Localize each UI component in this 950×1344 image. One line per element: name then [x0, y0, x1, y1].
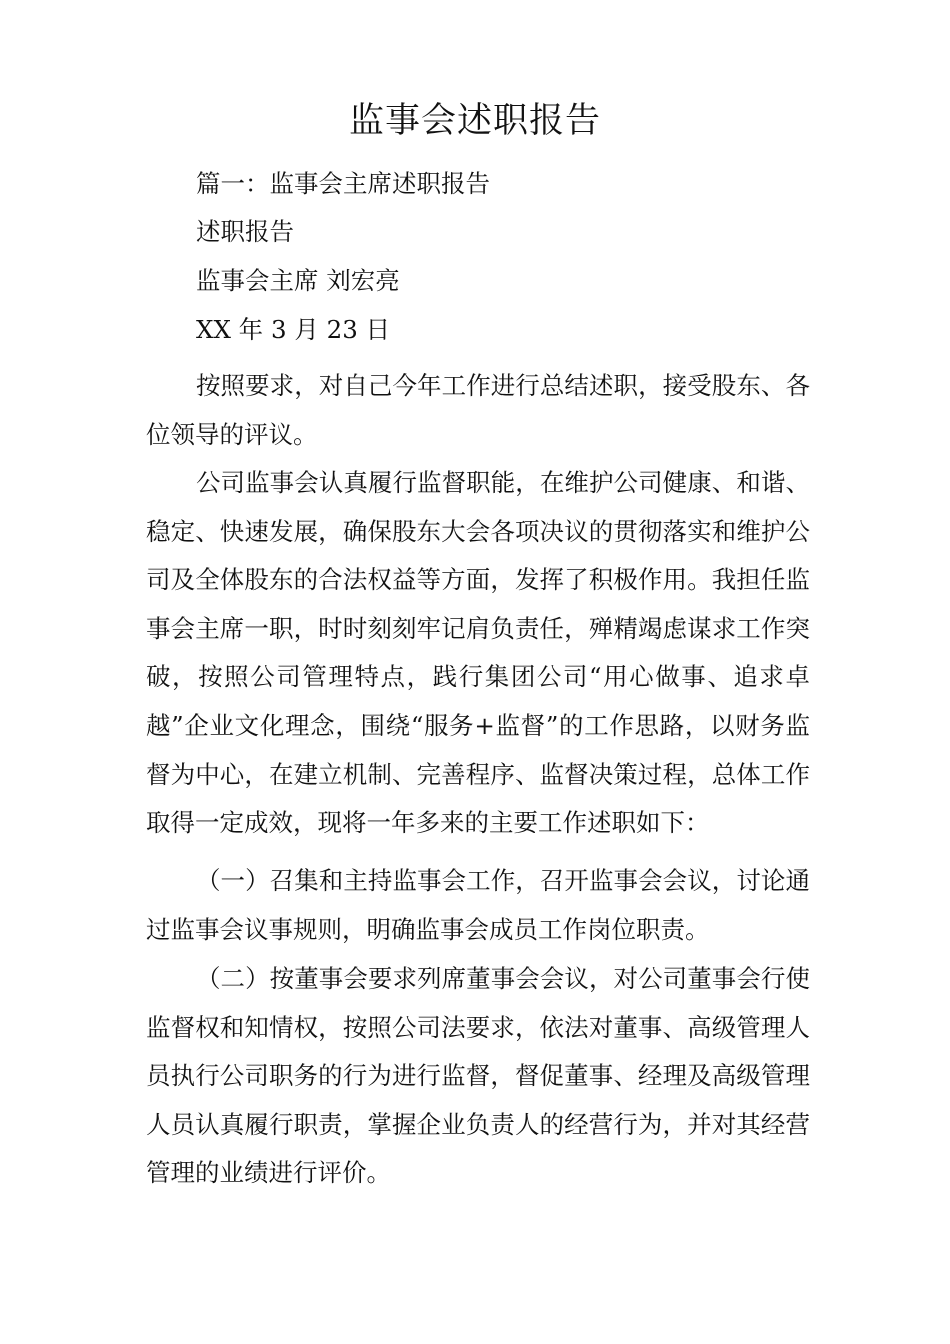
paragraph-item-2: （二）按董事会要求列席董事会会议，对公司董事会行使监督权和知情权，按照公司法要求，依法对董事、高级管理人员执行公司职务的行为进行监督，督促董事、经理及高级管理人员认真履行职责，掌握企业负责人的经营行为，并对其经营管理的业绩进行评价。 — [146, 964, 810, 1188]
header-line-author: 监事会主席 刘宏亮 — [196, 266, 400, 295]
header-line-report-name: 述职报告 — [196, 217, 294, 246]
header-line-date: XX 年 3 月 23 日 — [196, 315, 391, 344]
header-line-section: 篇一：监事会主席述职报告 — [196, 169, 490, 198]
paragraph-intro: 按照要求，对自己今年工作进行总结述职，接受股东、各位领导的评议。 — [146, 371, 810, 449]
document-title: 监事会述职报告 — [348, 101, 601, 141]
paragraph-item-1: （一）召集和主持监事会工作，召开监事会会议，讨论通过监事会议事规则，明确监事会成员工作岗位职责。 — [146, 866, 810, 944]
paragraph-overview: 公司监事会认真履行监督职能，在维护公司健康、和谐、稳定、快速发展，确保股东大会各项决议的贯彻落实和维护公司及全体股东的合法权益等方面，发挥了积极作用。我担任监事会主席一职，时时刻刻牢记肩负责任，殚精竭虑谋求工作突破，按照公司管理特点，践行集团公司“用心做事、追求卓越”企业文化理念，围绕“服务+监督”的工作思路，以财务监督为中心，在建立机制、完善程序、监督决策过程，总体工作取得一定成效，现将一年多来的主要工作述职如下： — [146, 468, 810, 838]
